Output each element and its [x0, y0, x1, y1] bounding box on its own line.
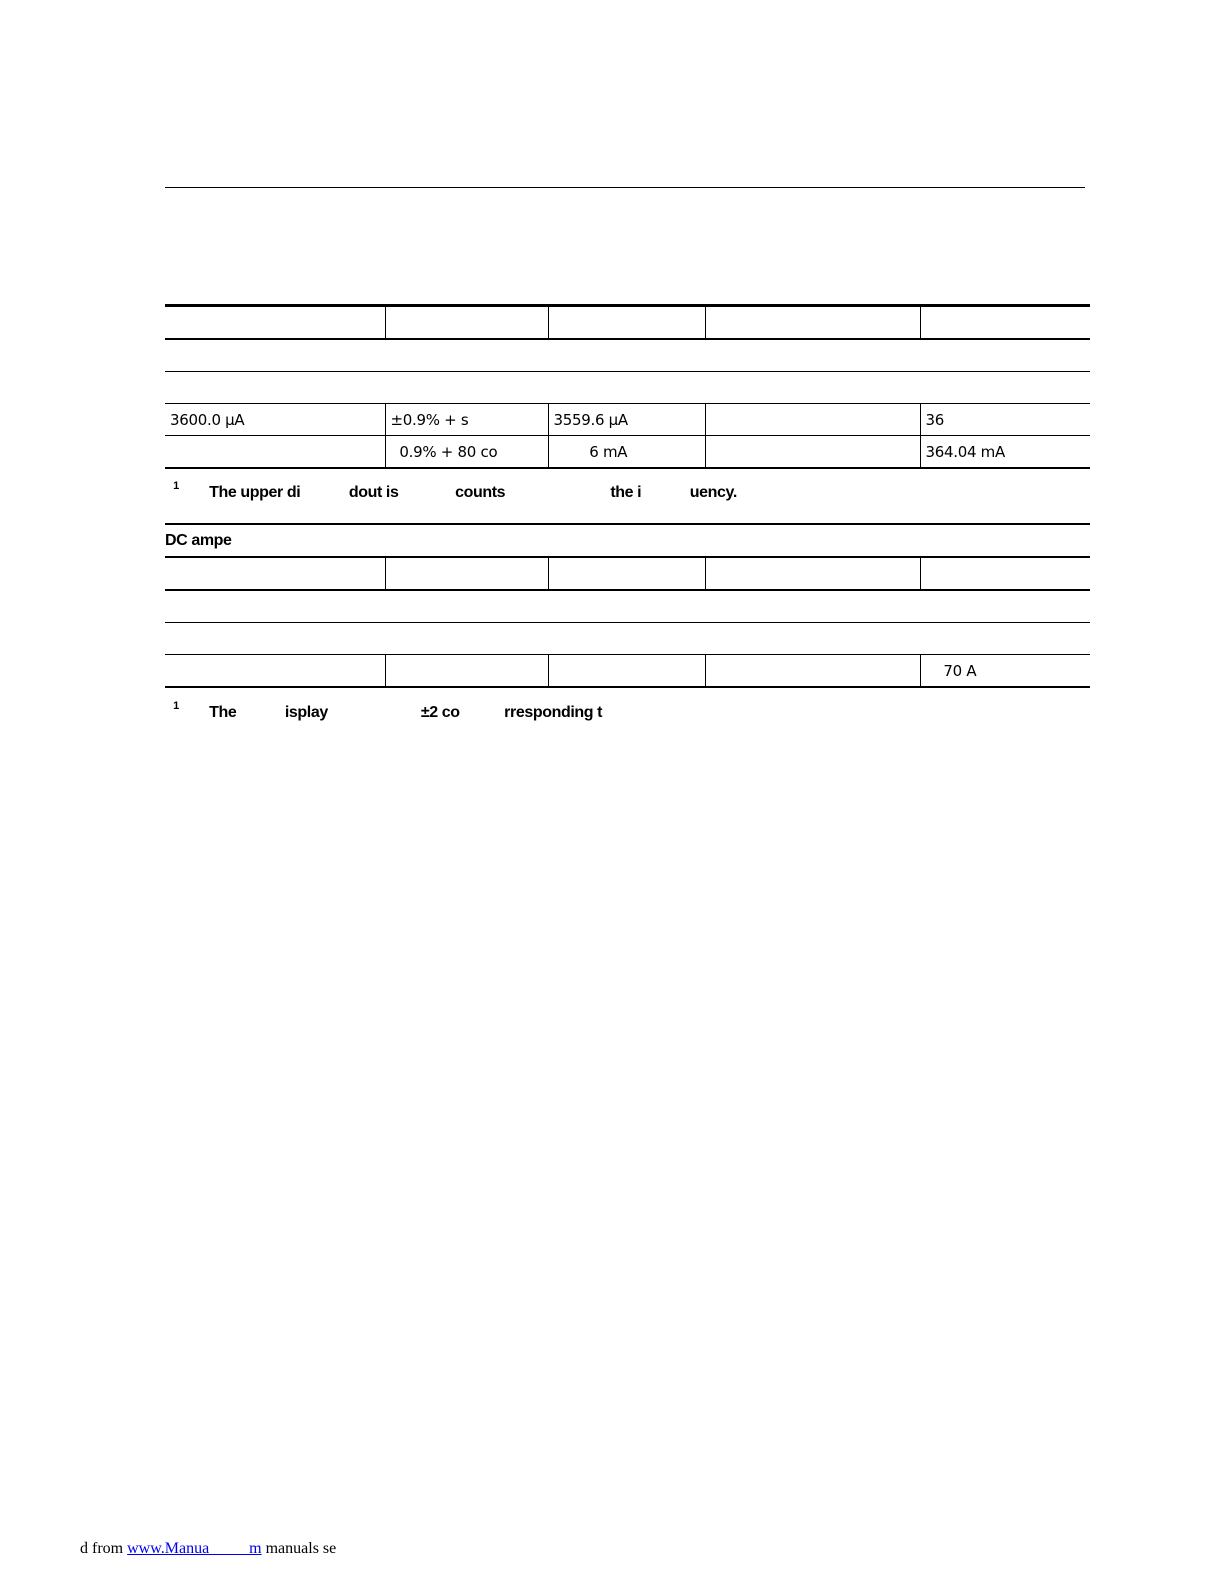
table-cell: 3559.6 μA	[548, 404, 705, 436]
table-cell	[385, 557, 548, 590]
table-cell	[165, 372, 1090, 404]
table-cell	[165, 306, 385, 340]
table-cell: 6 mA	[548, 436, 705, 469]
table-caption-row	[165, 524, 1090, 557]
table-cell	[705, 655, 920, 688]
footer-prefix: d from	[80, 1540, 128, 1557]
table-cell: 3600.0 μA	[165, 404, 385, 436]
table-cell	[705, 306, 920, 340]
table-cell: ±0.9% + s	[385, 404, 548, 436]
table-cell	[705, 404, 920, 436]
table-cell	[385, 655, 548, 688]
table-cell	[705, 436, 920, 469]
table-cell	[548, 557, 705, 590]
table1-footnote	[165, 466, 737, 504]
ac-current-table	[165, 304, 1090, 469]
table-cell: 36	[920, 404, 1090, 436]
table-cell	[548, 655, 705, 688]
table-cell	[165, 590, 1090, 623]
top-rule	[165, 187, 1085, 188]
table-cell	[548, 306, 705, 340]
table-cell: 70 A	[920, 655, 1090, 688]
table-row	[165, 436, 1090, 469]
download-footer	[80, 1540, 336, 1558]
table-header-row	[165, 557, 1090, 590]
table-row	[165, 404, 1090, 436]
table-cell	[165, 436, 385, 469]
table-row	[165, 655, 1090, 688]
footnote-text: The isplay ±2 co rresponding t	[209, 704, 603, 721]
table-title: DC ampe	[165, 524, 1090, 557]
table-cell	[920, 557, 1090, 590]
dc-current-table	[165, 523, 1090, 688]
table-cell	[165, 557, 385, 590]
table-row	[165, 339, 1090, 372]
table-header-row	[165, 306, 1090, 340]
table2-footnote	[165, 686, 602, 724]
table-row	[165, 590, 1090, 623]
footnote-text: The upper di dout is counts the i uency.	[209, 484, 737, 501]
footnote-marker: 1	[173, 480, 179, 492]
footer-suffix: manuals se	[261, 1540, 337, 1557]
table-row	[165, 623, 1090, 655]
table-cell	[920, 306, 1090, 340]
table-cell	[705, 557, 920, 590]
table-cell	[165, 655, 385, 688]
table-cell	[165, 339, 1090, 372]
table-cell	[385, 306, 548, 340]
footnote-marker: 1	[173, 700, 179, 712]
table-cell: 0.9% + 80 co	[385, 436, 548, 469]
table-cell: 364.04 mA	[920, 436, 1090, 469]
table-row	[165, 372, 1090, 404]
footer-link[interactable]: www.Manua m	[127, 1540, 262, 1557]
table-cell	[165, 623, 1090, 655]
